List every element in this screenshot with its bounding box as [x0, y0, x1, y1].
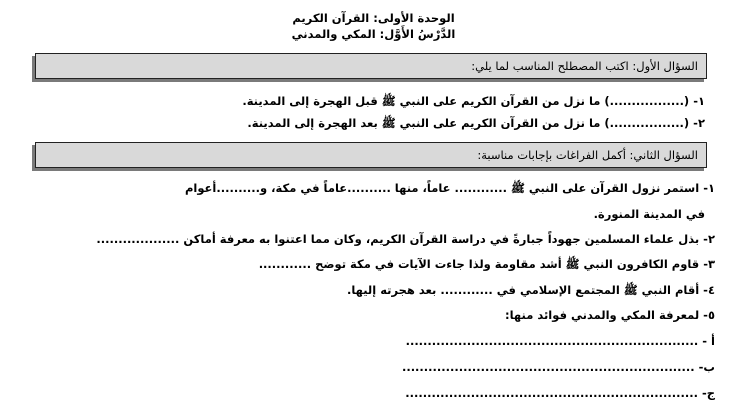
- q2-benefit-a: أ - ...................................................................: [405, 334, 715, 348]
- question-2-heading: السؤال الثاني: أكمل الفراغات بإجابات مناسبة:: [477, 148, 698, 162]
- q2-benefit-c: ج- ...................................................................: [405, 386, 715, 400]
- q2-item-5: ٥- لمعرفة المكي والمدني فوائد منها:: [505, 308, 715, 322]
- lesson-title: الدَّرْسُ الأَوَّل: المكي والمدني: [291, 27, 456, 41]
- question-1-heading-box: [35, 53, 707, 79]
- q2-item-1: ١- استمر نزول القرآن على النبي ﷺ ............ عاماً، منها ..........عاماً في مكة، و..........أعوام: [184, 181, 715, 195]
- unit-title: الوحدة الأولى: القرآن الكريم: [292, 11, 455, 25]
- question-1-heading: السؤال الأول: اكتب المصطلح المناسب لما يلي:: [471, 59, 698, 73]
- q1-item-2: ٢- (.................) ما نزل من القرآن الكريم على النبي ﷺ بعد الهجرة إلى المدينة.: [247, 116, 705, 130]
- q1-item-1: ١- (.................) ما نزل من القرآن الكريم على النبي ﷺ قبل الهجرة إلى المدينة.: [242, 94, 705, 108]
- q2-benefit-b: ب- ...................................................................: [401, 360, 715, 374]
- q2-item-4: ٤- أقام النبي ﷺ المجتمع الإسلامي في ............ بعد هجرته إليها.: [346, 283, 715, 297]
- q2-item-1-continuation: في المدينة المنورة.: [593, 207, 705, 221]
- question-2-heading-box: [35, 142, 707, 168]
- q2-item-3: ٣- قاوم الكافرون النبي ﷺ أشد مقاومة ولذا جاءت الآيات في مكة توضح ............: [258, 257, 715, 271]
- q2-item-2: ٢- بذل علماء المسلمين جهوداً جبارةً في دراسة القرآن الكريم، وكان مما اعتنوا به معرفة أماكن ...................: [96, 232, 715, 246]
